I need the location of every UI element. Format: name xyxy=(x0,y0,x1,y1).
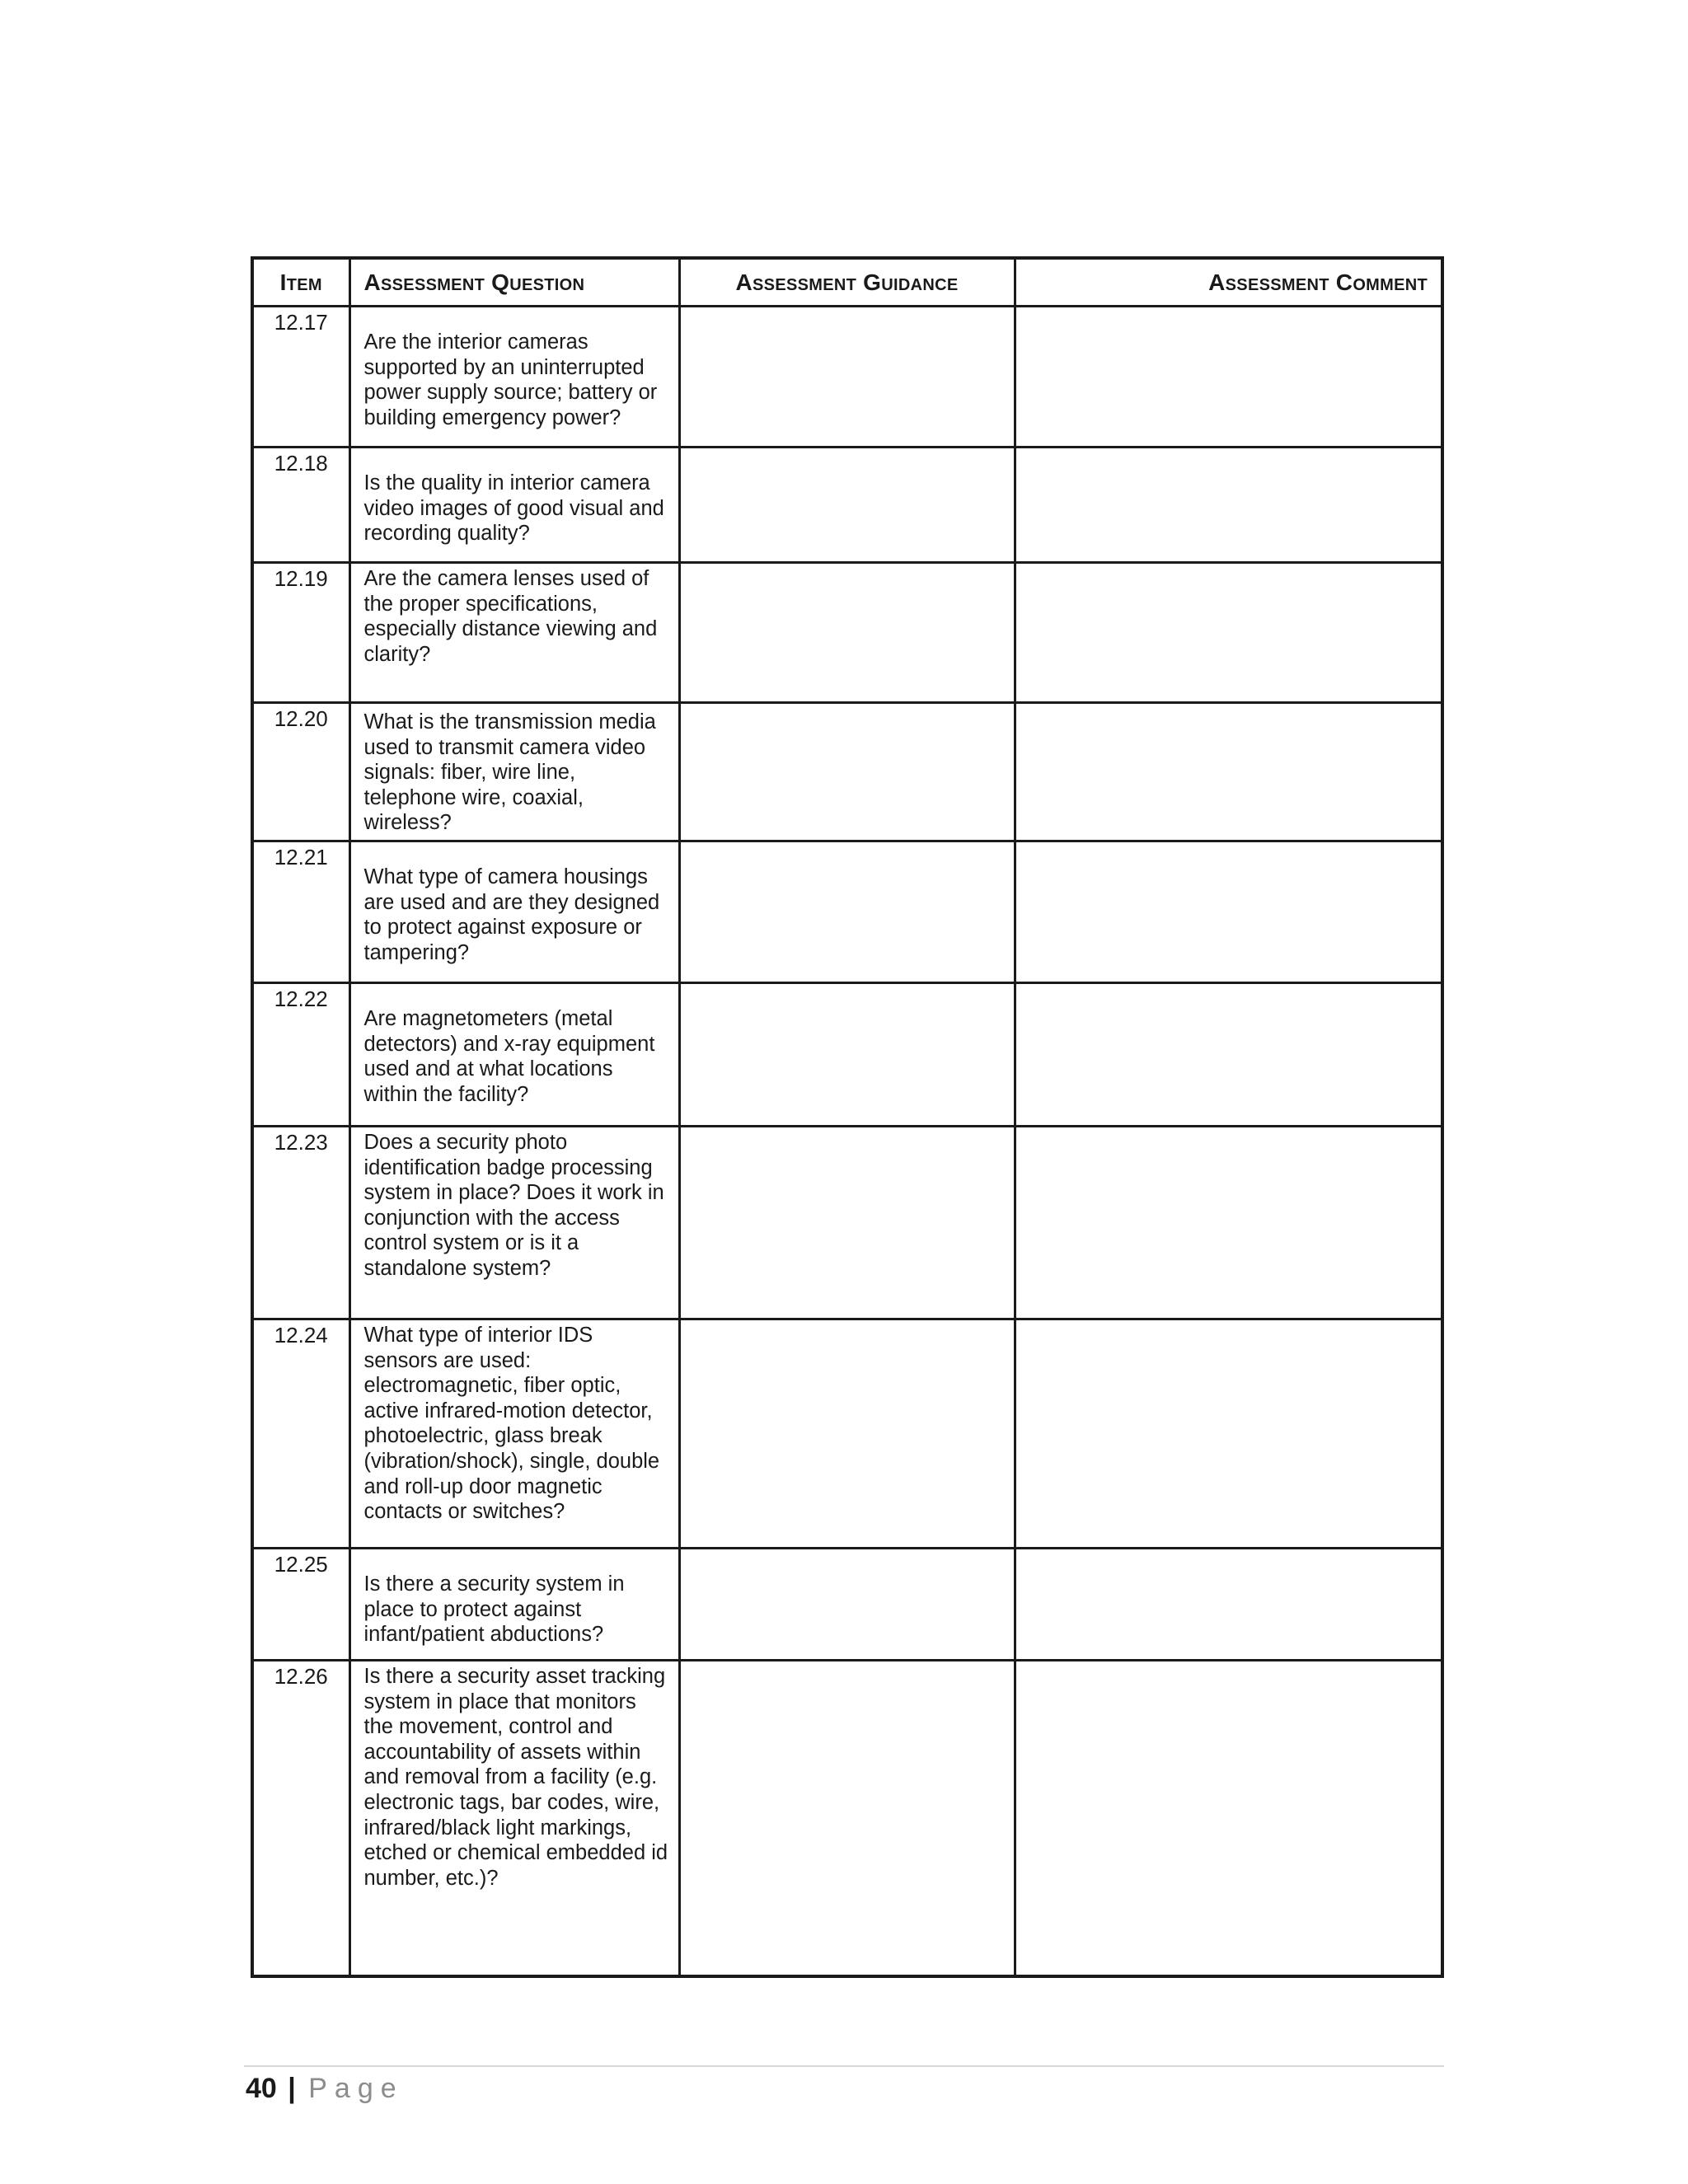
table-row xyxy=(252,448,1442,563)
table-row xyxy=(252,563,1442,703)
table-header-row xyxy=(252,258,1442,307)
item-number: 12.23 xyxy=(252,1127,349,1319)
comment-cell xyxy=(1015,1549,1442,1661)
comment-cell xyxy=(1015,703,1442,841)
page-separator: | xyxy=(288,2073,296,2104)
item-number: 12.18 xyxy=(252,448,349,563)
item-number: 12.24 xyxy=(252,1319,349,1549)
item-number: 12.21 xyxy=(252,841,349,983)
page-number: 40 xyxy=(246,2073,277,2104)
question-text: What type of camera housings are used and are they designed to protect against exposure or tampering? xyxy=(349,841,679,983)
question-text: What type of interior IDS sensors are used: electromagnetic, fiber optic, active infrared-motion detector, photoelectric, glass break (vibration/shock), single, double and roll-up door magnetic contacts or switches? xyxy=(349,1319,679,1549)
table-row xyxy=(252,1319,1442,1549)
question-text: Are magnetometers (metal detectors) and x-ray equipment used and at what locations within the facility? xyxy=(349,983,679,1127)
guidance-cell xyxy=(679,703,1015,841)
table-row xyxy=(252,983,1442,1127)
item-number: 12.19 xyxy=(252,563,349,703)
guidance-cell xyxy=(679,1127,1015,1319)
comment-cell xyxy=(1015,448,1442,563)
question-text: Are the interior cameras supported by an uninterrupted power supply source; battery or building emergency power? xyxy=(349,307,679,448)
item-number: 12.26 xyxy=(252,1661,349,1976)
comment-cell xyxy=(1015,1127,1442,1319)
guidance-cell xyxy=(679,1661,1015,1976)
page-label: Page xyxy=(308,2073,404,2104)
comment-cell xyxy=(1015,307,1442,448)
header-assessment-guidance: Assessment Guidance xyxy=(679,258,1015,307)
header-item: Item xyxy=(252,258,349,307)
guidance-cell xyxy=(679,983,1015,1127)
table-row xyxy=(252,307,1442,448)
table-row xyxy=(252,1661,1442,1976)
comment-cell xyxy=(1015,841,1442,983)
header-assessment-question: Assessment Question xyxy=(349,258,679,307)
question-text: Is there a security asset tracking system in place that monitors the movement, control and accountability of assets within and removal from a facility (e.g. electronic tags, bar codes, wire, infrared/black light markings, etched or chemical embedded id number, etc.)? xyxy=(349,1661,679,1976)
question-text: Does a security photo identification badge processing system in place? Does it work in conjunction with the access control system or is it a standalone system? xyxy=(349,1127,679,1319)
header-assessment-comment: Assessment Comment xyxy=(1015,258,1442,307)
question-text: What is the transmission media used to transmit camera video signals: fiber, wire line, telephone wire, coaxial, wireless? xyxy=(349,703,679,841)
page-footer xyxy=(246,2072,404,2105)
guidance-cell xyxy=(679,841,1015,983)
item-number: 12.25 xyxy=(252,1549,349,1661)
question-text: Is there a security system in place to protect against infant/patient abductions? xyxy=(349,1549,679,1661)
table-row xyxy=(252,703,1442,841)
guidance-cell xyxy=(679,1319,1015,1549)
question-text: Are the camera lenses used of the proper specifications, especially distance viewing and clarity? xyxy=(349,563,679,703)
guidance-cell xyxy=(679,307,1015,448)
comment-cell xyxy=(1015,1319,1442,1549)
question-text: Is the quality in interior camera video images of good visual and recording quality? xyxy=(349,448,679,563)
assessment-table xyxy=(251,256,1444,1978)
table-row xyxy=(252,1127,1442,1319)
guidance-cell xyxy=(679,448,1015,563)
comment-cell xyxy=(1015,983,1442,1127)
item-number: 12.17 xyxy=(252,307,349,448)
table-row xyxy=(252,841,1442,983)
table-row xyxy=(252,1549,1442,1661)
item-number: 12.22 xyxy=(252,983,349,1127)
comment-cell xyxy=(1015,1661,1442,1976)
guidance-cell xyxy=(679,1549,1015,1661)
item-number: 12.20 xyxy=(252,703,349,841)
comment-cell xyxy=(1015,563,1442,703)
footer-divider xyxy=(244,2065,1444,2067)
guidance-cell xyxy=(679,563,1015,703)
